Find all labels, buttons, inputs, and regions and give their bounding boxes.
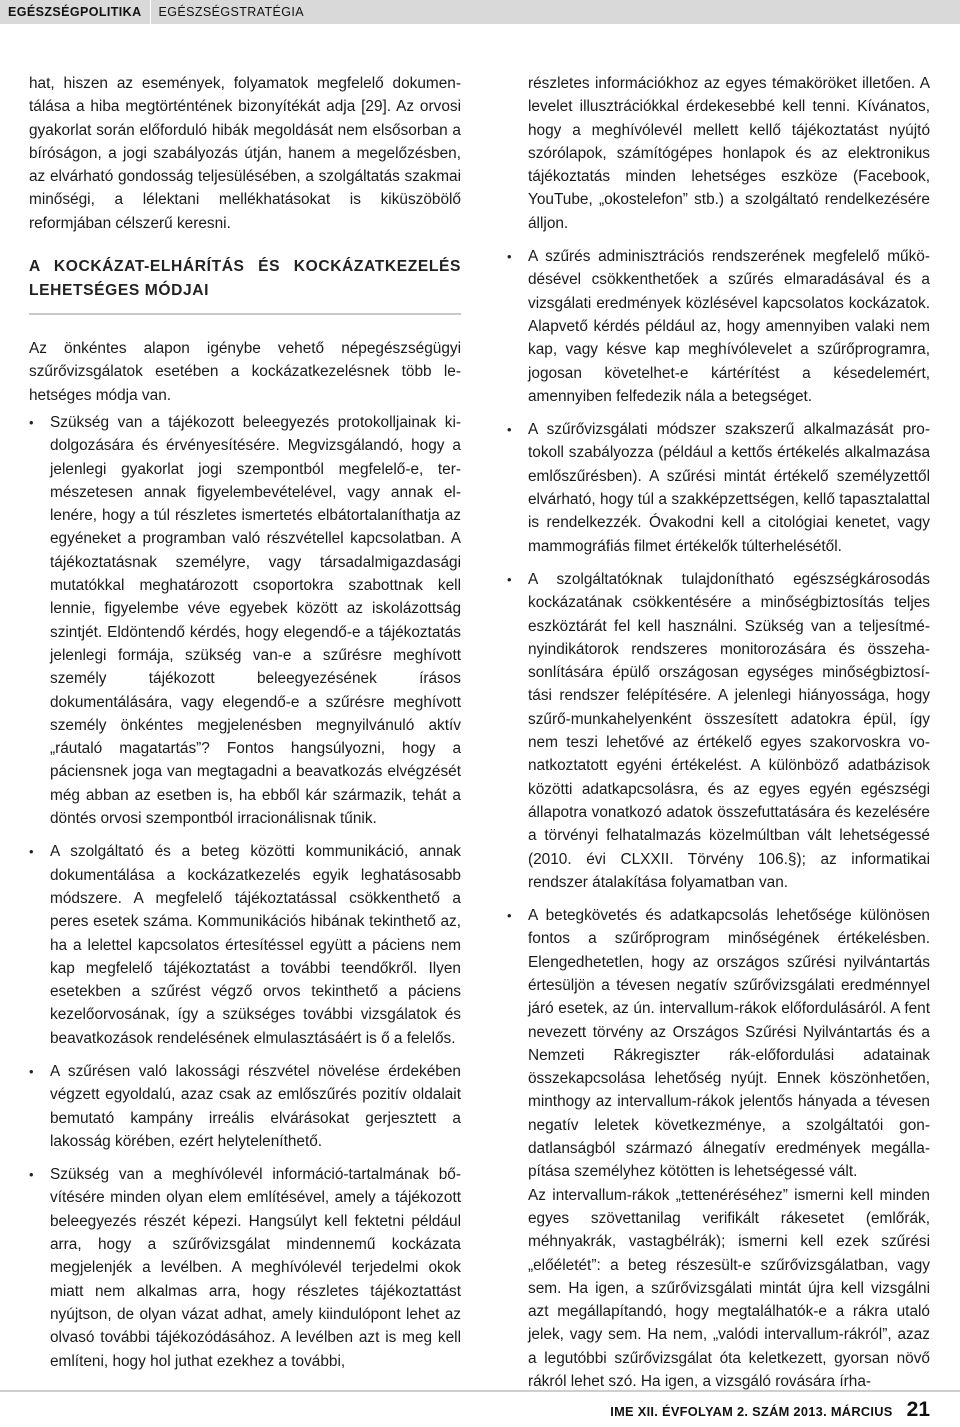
lead-paragraph: Az önkéntes alapon igénybe vehető népegészségügyi szűrővizsgálatok esetében a kockázatkezelésnek több lehetséges módja van. bbox=[29, 340, 461, 404]
bullet-icon: • bbox=[507, 908, 512, 924]
intro-paragraph: hat, hiszen az események, folyamatok megfelelő dokumentálása a hiba megtörténtének bizonyítékát adja [29]. Az orvosi gyakorlat során előforduló hibák megoldását nem elsősorban a bíróságon, a jogi szabályozás útján, hanem a megelőzésben, az elvárható gondosság teljesülésében, a szolgáltatás szakmai minőségi, a lélektani mellékhatásokat is kiküszöbölő reformjában célszerű keresni. bbox=[29, 75, 461, 232]
list-item: • A szűrés adminisztrációs rendszerének megfelelő működésével csökkenthetőek a szűrés elmaradásával és a vizsgálati eredmények közlésével kapcsolatos kockázatok. Alapvető kérdés például az, hogy amennyiben valaki nem kap, vagy késve kap meghívólevelet a szűrőprogramra, jogosan követelhet-e kártérítést a késedelemért, amennyiben felfedezik nála a betegséget. bbox=[507, 245, 930, 408]
list-item: • A szolgáltatóknak tulajdonítható egészségkárosodás kockázatának csökkentésére a minőségbiztosítás teljes eszköztárát fel kell használni. Szükség van a teljesítményindikátorok rendszeres monitorozására és összehasonlítására épülő országosan egységes minőségbiztosítási rendszer felépítésére. A jelenlegi hiányossága, hogy szűrő-munkahelyenként összesített adatokra épül, így nem teszi lehetővé az értékelő egyes szakorvoskra vonatkoztatott egyéni értékelést. A különböző adatbázisok közötti adatkapcsolásra, és az egyes egyén egészségi állapotra vonatkozó adatok összefuttatására és kezelésére a törvényi felhatalmazás közelmúltban vált lehetségessé (2010. évi CLXXII. Törvény 106.§); az informatikai rendszer átalakítása folyamatban van. bbox=[507, 568, 930, 894]
bullet-icon: • bbox=[507, 422, 512, 438]
running-header bbox=[0, 0, 960, 24]
bullet-icon: • bbox=[507, 571, 512, 587]
issue-label: IME XII. ÉVFOLYAM 2. SZÁM 2013. MÁRCIUS bbox=[610, 1404, 893, 1419]
list-item: • A szolgáltató és a beteg közötti kommunikáció, annak dokumentálása a kockázatkezelés egyik leghatásosabb módszere. A megfelelő tájékoztatással csökkenthető a peres esetek száma. Kommunikációs hibának tekinthető az, ha a lelettel kapcsolatos értesítéssel együtt a páciens nem kap megfelelő tájékoztatást a további teendőkről. Ilyen esetekben a szűrést végző orvos tekinthető a páciens kezelőorvosának, így a szükséges további vizsgálatok és beavatkozások rendelésének elmulasztásáért is ő a felelős. bbox=[29, 840, 461, 1050]
bullet-icon: • bbox=[507, 249, 512, 265]
section-heading: A KOCKÁZAT-ELHÁRÍTÁS ÉS KOCKÁZATKEZELÉS LEHETSÉGES MÓDJAI bbox=[29, 258, 461, 300]
bullet-icon: • bbox=[29, 844, 34, 860]
bullet-icon: • bbox=[29, 1167, 34, 1183]
header-divider bbox=[150, 0, 151, 24]
page-footer bbox=[610, 1398, 930, 1422]
left-bullet-list bbox=[29, 411, 461, 1373]
closing-paragraph: Az intervallum-rákok „tettenéréséhez” ismerni kell minden egyes szövettanilag verifikált rákesetet (emlőrák, méhnyakrák, vastagbélrák); ismerni kell ezek szűrési „előéletét”: a beteg részesült-e szűrővizsgálatban, vagy sem. Ha igen, a szűrővizsgálati mintát újra kell vizsgálni azt megállapítandó, hogy megtalálhatók-e a rákra utaló jelek, vagy sem. Ha nem, „valódi intervallum-rákról”, azaz a legutóbbi szűrővizsgálat óta keletkezett, gyorsan növő rákról lehet szó. Ha igen, a vizsgáló rovására írha- bbox=[528, 1186, 930, 1391]
page-number: 21 bbox=[906, 1398, 930, 1421]
list-item: • A betegkövetés és adatkapcsolás lehetősége különösen fontos a szűrőprogram minőségének értékelésben. Elengedhetetlen, hogy az országos szűrési nyilvántartás értesüljön a tévesen negatív szűrővizsgálati eredménnyel járó esetek, az ún. intervallum-rákok előfordulásáról. A fent nevezett törvény az Országos Szűrési Nyilvántartás és a Nemzeti Rákregiszter rák-előfordulási adatainak összekapcsolása lehetőség nyújt. Ennek köszönhetően, minthogy az intervallum-rákok jelentős hányada a tévesen negatív leletek következménye, a szolgáltatói gondatlanságból származó álnegatív eredmények megállapítása személyhez kötötten is lehetségessé vált. bbox=[507, 904, 930, 1184]
section-label: EGÉSZSÉGPOLITIKA bbox=[8, 5, 142, 19]
list-item: • A szűrésen való lakossági részvétel növelése érdekében végzett egyoldalú, azaz csak az emlőszűrés pozitív oldalait bemutató kampány irreális elvárásokat gerjesztett a lakosság körében, ezért helyteleníthető. bbox=[29, 1060, 461, 1153]
list-item: • Szükség van a tájékozott beleegyezés protokolljainak kidolgozására és érvényesítésére. Megvizsgálandó, hogy a jelenlegi gyakorlat jogi szempontból megfelelő-e, természetesen annak figyelembevételével, vagy annak ellenére, hogy a túl részletes ismertetés elbátortalaníthatja az egyéneket a programban való részvétellel kapcsolatban. A tájékoztatásnak személyre, vagy társadalmigazdasági mutatókkal meghatározott csoportokra szabottnak kell lennie, figyelembe véve egyebek között az iskolázottság szintjét. Eldöntendő kérdés, hogy elegendő-e a tájékoztatás jelenlegi formája, szükség van-e a szűrésre meghívott személy tájékozott beleegyezésének írásos dokumentálására, vagy elegendő-e a szűrésre meghívott személy önkéntes megjelenésben megnyilvánuló aktív „ráutaló magatartás”? Fontos hangsúlyozni, hogy a páciensnek joga van megtagadni a beavatkozás elvégzését még abban az esetben is, ha ebből kár származik, tehát a döntés orvosi szempontból irracionálisnak tűnik. bbox=[29, 411, 461, 830]
subsection-label: EGÉSZSÉGSTRATÉGIA bbox=[158, 5, 304, 19]
list-item: • A szűrővizsgálati módszer szakszerű alkalmazását protokoll szabályozza (például a kettős értékelés alkalmazása emlőszűrésben). A szűrési mintát értékelő személyzettől elvárható, hogy túl a szakképzettségen, kellő tapasztalattal is rendelkezzék. Óvakodni kell a citológiai kenetet, vagy mammográfiás filmet értékelők túlterhelésétől. bbox=[507, 418, 930, 558]
heading-rule bbox=[29, 313, 461, 315]
list-item: • Szükség van a meghívólevél információ-tartalmának bővítésére minden olyan elem említésével, amely a tájékozott beleegyezés részét képezi. Hangsúlyt kell fektetni például arra, hogy a szűrővizsgálat mindennemű kockázata megjelenjék a levélben. A meghívólevél terjedelmi okok miatt nem alkalmas arra, hogy részletes tájékoztattást nyújtson, de olyan vázat adhat, amely kiindulópont lehet az olvasó további tájékozódásához. A levélben azt is meg kell említeni, hogy hol juthat ezekhez a további, bbox=[29, 1163, 461, 1373]
right-column bbox=[507, 72, 930, 1393]
footer-rule bbox=[0, 1390, 960, 1392]
bullet-icon: • bbox=[29, 1063, 34, 1079]
left-column bbox=[29, 72, 461, 1383]
bullet-icon: • bbox=[29, 414, 34, 430]
right-bullet-list bbox=[507, 245, 930, 1184]
continuation-paragraph: részletes információkhoz az egyes témaköröket illetően. A levelet illusztrációkkal érdekesebbé kell tenni. Kívánatos, hogy a meghívólevél mellett kellő tájékoztatást nyújtó szórólapok, számítógépes honlapok és az elektronikus tájékoztatás minden lehetséges eszköze (Facebook, YouTube, „okostelefon” stb.) a szolgáltató rendelkezésére álljon. bbox=[528, 75, 930, 232]
